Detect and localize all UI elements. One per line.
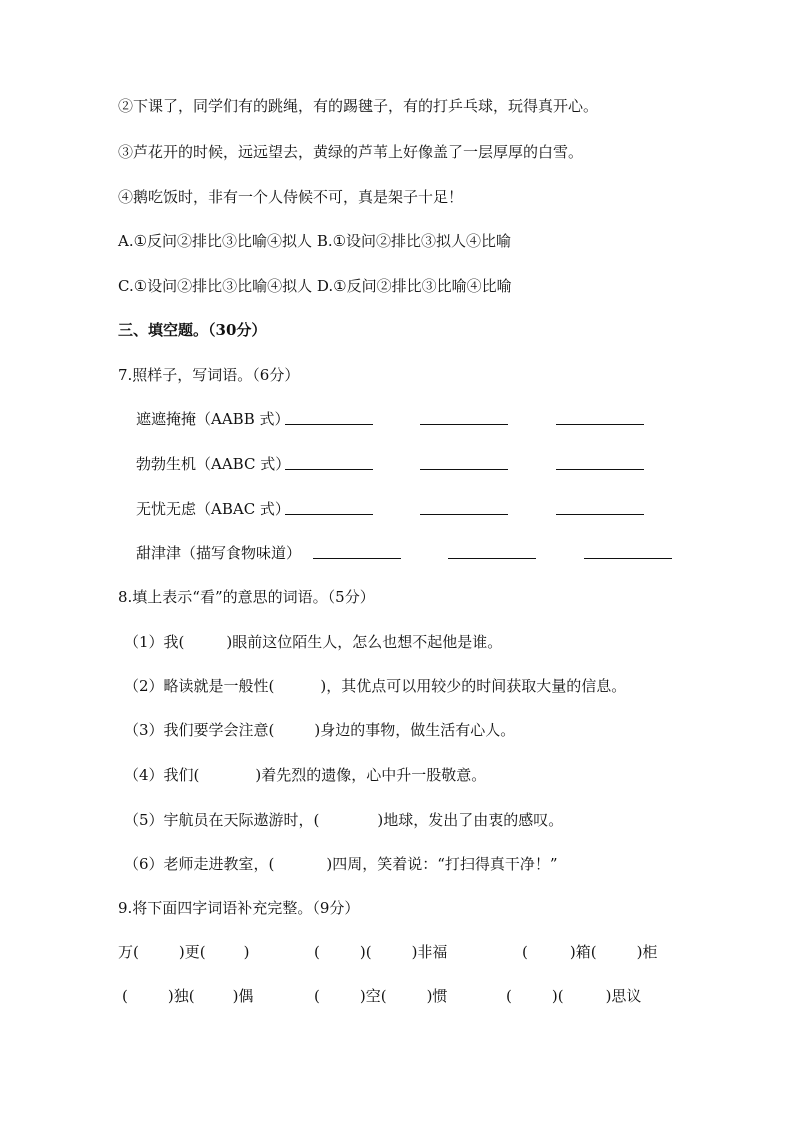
answer-blank[interactable] bbox=[448, 558, 536, 559]
answer-blank[interactable] bbox=[556, 514, 644, 515]
answer-blank[interactable] bbox=[285, 514, 373, 515]
q7-row-label: 甜津津（描写食物味道） bbox=[136, 544, 302, 562]
q7-row-label: 勃勃生机（AABC 式） bbox=[136, 455, 291, 473]
q8-item-pre: （6）老师走进教室，( bbox=[124, 855, 275, 873]
idiom-item bbox=[314, 942, 447, 962]
answer-blank[interactable] bbox=[420, 514, 508, 515]
choice-line-cd: C.①设问②排比③比喻④拟人 D.①反问②排比③比喻④比喻 bbox=[118, 277, 512, 295]
q8-item bbox=[124, 632, 502, 652]
answer-blank[interactable] bbox=[556, 469, 644, 470]
idiom-item bbox=[522, 942, 657, 962]
idiom-part: )( bbox=[551, 987, 564, 1005]
idiom-part: ( bbox=[506, 987, 512, 1005]
q8-item bbox=[124, 720, 515, 740]
q7-row-label: 遮遮掩掩（AABB 式） bbox=[136, 410, 290, 428]
q8-item-post: )眼前这位陌生人，怎么也想不起他是谁。 bbox=[226, 633, 503, 651]
q8-item bbox=[124, 765, 486, 785]
idiom-part: ) bbox=[243, 943, 250, 961]
answer-blank[interactable] bbox=[313, 558, 401, 559]
option-line-3: ③芦花开的时候，远远望去，黄绿的芦苇上好像盖了一层厚厚的白雪。 bbox=[118, 143, 584, 161]
q8-item-post: )地球，发出了由衷的感叹。 bbox=[377, 811, 564, 829]
answer-blank[interactable] bbox=[420, 469, 508, 470]
q8-item bbox=[124, 676, 626, 696]
idiom-part: )惯 bbox=[426, 987, 448, 1005]
q8-item-post: )身边的事物，做生活有心人。 bbox=[314, 721, 516, 739]
q8-item-pre: （3）我们要学会注意( bbox=[124, 721, 275, 739]
q8-item-post: )着先烈的遗像，心中升一股敬意。 bbox=[255, 766, 487, 784]
q8-item-pre: （1）我( bbox=[124, 633, 185, 651]
idiom-part: )空( bbox=[359, 987, 387, 1005]
idiom-part: ( bbox=[122, 987, 128, 1005]
idiom-part: 万( bbox=[118, 943, 139, 961]
q8-item-pre: （2）略读就是一般性( bbox=[124, 677, 275, 695]
q8-item bbox=[124, 810, 563, 830]
option-line-4: ④鹅吃饭时，非有一个人侍候不可，真是架子十足！ bbox=[118, 188, 464, 206]
answer-blank[interactable] bbox=[556, 424, 644, 425]
q7-row-label: 无忧无虑（ABAC 式） bbox=[136, 500, 290, 518]
idiom-part: )偶 bbox=[232, 987, 254, 1005]
q8-item-post: )四周，笑着说：“打扫得真干净！” bbox=[326, 855, 558, 873]
q8-item bbox=[124, 854, 558, 874]
answer-blank[interactable] bbox=[285, 424, 373, 425]
q8-item-pre: （5）宇航员在天际遨游时，( bbox=[124, 811, 320, 829]
idiom-part: )箱( bbox=[569, 943, 597, 961]
idiom-part: )( bbox=[359, 943, 372, 961]
idiom-part: )更( bbox=[178, 943, 206, 961]
answer-blank[interactable] bbox=[420, 424, 508, 425]
idiom-part: )思议 bbox=[605, 987, 642, 1005]
idiom-item bbox=[118, 942, 249, 962]
question-8-title: 8.填上表示“看”的意思的词语。（5分） bbox=[118, 588, 375, 606]
section-title: 三、填空题。（30分） bbox=[118, 321, 267, 339]
q8-item-pre: （4）我们( bbox=[124, 766, 200, 784]
answer-blank[interactable] bbox=[285, 469, 373, 470]
answer-blank[interactable] bbox=[584, 558, 672, 559]
question-9-title: 9.将下面四字词语补充完整。（9分） bbox=[118, 899, 360, 917]
idiom-item bbox=[314, 986, 447, 1006]
idiom-part: ( bbox=[314, 987, 320, 1005]
idiom-part: ( bbox=[522, 943, 528, 961]
idiom-item bbox=[122, 986, 253, 1006]
idiom-part: ( bbox=[314, 943, 320, 961]
idiom-part: )柜 bbox=[636, 943, 658, 961]
choice-line-ab: A.①反问②排比③比喻④拟人 B.①设问②排比③拟人④比喻 bbox=[118, 232, 512, 250]
idiom-item bbox=[506, 986, 641, 1006]
q8-item-post: )，其优点可以用较少的时间获取大量的信息。 bbox=[320, 677, 627, 695]
idiom-part: )独( bbox=[167, 987, 195, 1005]
idiom-part: )非福 bbox=[411, 943, 448, 961]
option-line-2: ②下课了，同学们有的跳绳，有的踢毽子，有的打乒乓球，玩得真开心。 bbox=[118, 97, 599, 115]
question-7-title: 7.照样子，写词语。（6分） bbox=[118, 366, 300, 384]
